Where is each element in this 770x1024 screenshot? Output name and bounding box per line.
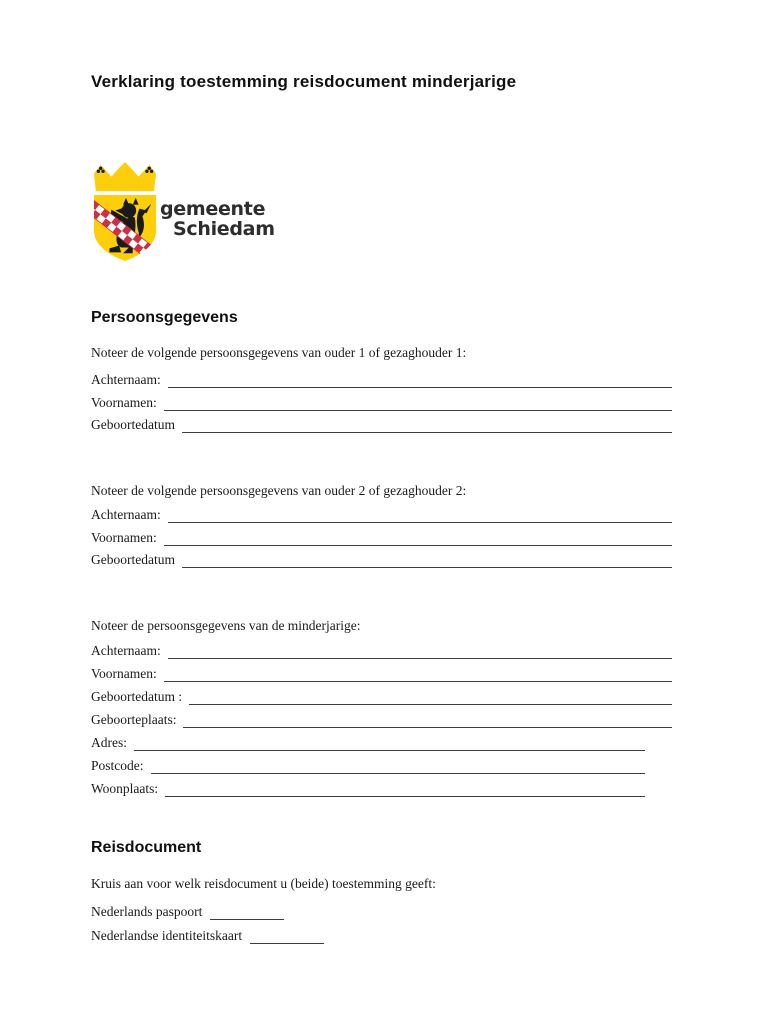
field-row-voornamen-ouder2 bbox=[91, 523, 672, 546]
field-label-adres-minderjarige: Adres: bbox=[91, 735, 127, 750]
field-row-voornamen-ouder1 bbox=[91, 388, 672, 411]
schiedam-coat-of-arms-icon bbox=[88, 162, 162, 263]
field-label-achternaam-minderjarige: Achternaam: bbox=[91, 643, 161, 658]
field-row-woonplaats-minderjarige bbox=[91, 774, 645, 797]
field-label-achternaam-ouder2: Achternaam: bbox=[91, 507, 161, 522]
field-label-voornamen-ouder2: Voornamen: bbox=[91, 529, 157, 545]
field-line-postcode-minderjarige[interactable] bbox=[151, 773, 646, 774]
section-heading-reisdocument: Reisdocument bbox=[91, 839, 202, 856]
option-line-nederlandse-identiteitskaart[interactable] bbox=[250, 943, 324, 944]
field-label-geboorteplaats-minderjarige: Geboorteplaats: bbox=[91, 712, 177, 727]
municipality-logo bbox=[88, 162, 348, 264]
field-line-voornamen-ouder2[interactable] bbox=[164, 545, 672, 546]
option-label-nederlandse-identiteitskaart: Nederlandse identiteitskaart bbox=[91, 928, 243, 943]
field-line-adres-minderjarige[interactable] bbox=[134, 750, 645, 751]
field-label-postcode-minderjarige: Postcode: bbox=[91, 758, 144, 773]
field-row-geboortedatum-ouder2 bbox=[91, 546, 672, 569]
field-label-geboortedatum-ouder1: Geboortedatum bbox=[91, 417, 175, 432]
field-label-voornamen-ouder1: Voornamen: bbox=[91, 394, 157, 410]
field-label-achternaam-ouder1: Achternaam: bbox=[91, 372, 161, 387]
option-row-nederlandse-identiteitskaart bbox=[91, 928, 324, 944]
intro-ouder1: Noteer de volgende persoonsgegevens van ouder 1 of gezaghouder 1: bbox=[91, 345, 467, 360]
document-title: Verklaring toestemming reisdocument minderjarige bbox=[91, 72, 517, 91]
field-line-achternaam-minderjarige[interactable] bbox=[168, 658, 672, 659]
field-label-woonplaats-minderjarige: Woonplaats: bbox=[91, 781, 159, 796]
field-line-geboortedatum-ouder1[interactable] bbox=[182, 432, 672, 433]
municipality-name-line2: Schiedam bbox=[173, 218, 275, 240]
field-line-voornamen-minderjarige[interactable] bbox=[164, 681, 672, 682]
field-line-achternaam-ouder2[interactable] bbox=[168, 522, 672, 523]
field-line-geboortedatum-minderjarige[interactable] bbox=[189, 704, 672, 705]
fields-ouder1 bbox=[91, 366, 672, 434]
crown-shape bbox=[94, 162, 156, 191]
field-row-achternaam-ouder1 bbox=[91, 366, 672, 389]
field-row-achternaam-ouder2 bbox=[91, 501, 672, 524]
field-line-geboortedatum-ouder2[interactable] bbox=[182, 567, 672, 568]
option-line-nederlands-paspoort[interactable] bbox=[210, 919, 284, 920]
municipality-name-line1: gemeente bbox=[160, 198, 266, 220]
field-row-voornamen-minderjarige bbox=[91, 659, 672, 682]
field-row-geboorteplaats-minderjarige bbox=[91, 705, 672, 728]
section-heading-persoonsgegevens: Persoonsgegevens bbox=[91, 309, 238, 326]
intro-minderjarige: Noteer de persoonsgegevens van de minderjarige: bbox=[91, 618, 361, 633]
field-row-postcode-minderjarige bbox=[91, 751, 645, 774]
field-label-geboortedatum-ouder2: Geboortedatum bbox=[91, 552, 175, 567]
field-line-geboorteplaats-minderjarige[interactable] bbox=[183, 727, 672, 728]
field-row-adres-minderjarige bbox=[91, 728, 645, 751]
intro-reisdocument: Kruis aan voor welk reisdocument u (beide) toestemming geeft: bbox=[91, 876, 436, 891]
fields-minderjarige bbox=[91, 636, 672, 797]
field-line-woonplaats-minderjarige[interactable] bbox=[165, 796, 645, 797]
field-line-achternaam-ouder1[interactable] bbox=[168, 387, 672, 388]
option-label-nederlands-paspoort: Nederlands paspoort bbox=[91, 904, 203, 919]
field-row-geboortedatum-ouder1 bbox=[91, 411, 672, 434]
field-row-achternaam-minderjarige bbox=[91, 636, 672, 659]
field-label-geboortedatum-minderjarige: Geboortedatum : bbox=[91, 689, 183, 704]
fields-ouder2 bbox=[91, 501, 672, 569]
field-line-voornamen-ouder1[interactable] bbox=[164, 410, 672, 411]
option-row-nederlands-paspoort bbox=[91, 904, 284, 920]
field-label-voornamen-minderjarige: Voornamen: bbox=[91, 666, 157, 681]
field-row-geboortedatum-minderjarige bbox=[91, 682, 672, 705]
municipality-name bbox=[160, 199, 275, 239]
intro-ouder2: Noteer de volgende persoonsgegevens van ouder 2 of gezaghouder 2: bbox=[91, 483, 467, 498]
